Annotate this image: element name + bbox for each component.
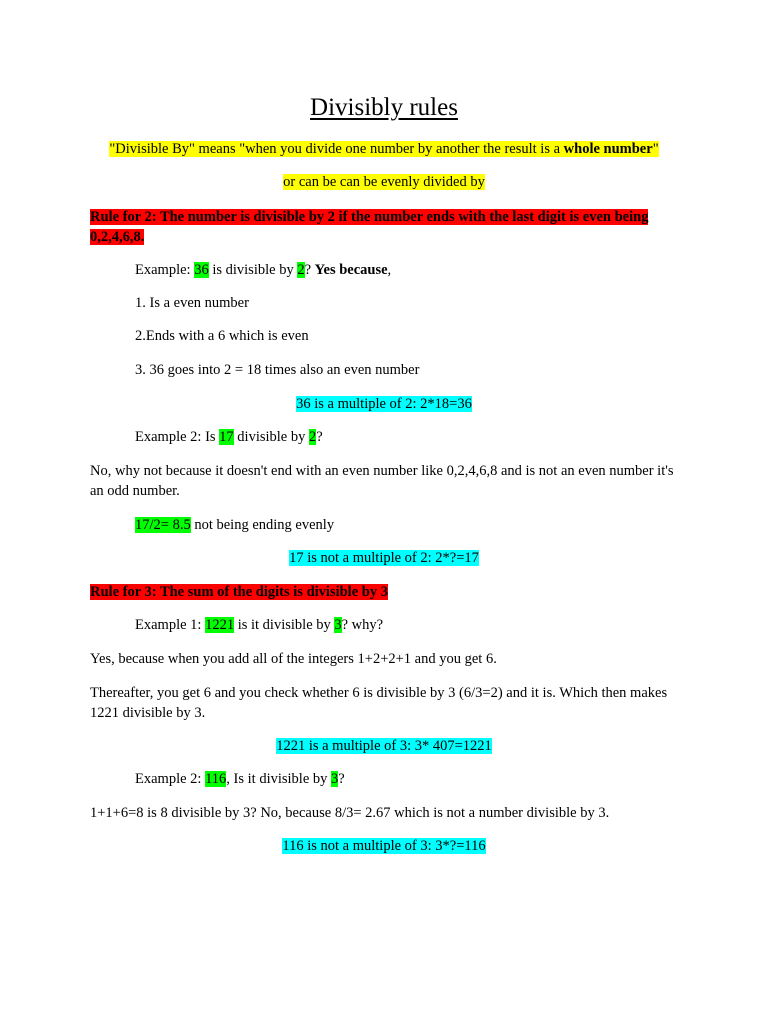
example-suffix: ? (338, 771, 345, 787)
example-1-rule-3 (135, 616, 383, 635)
definition-line (0, 140, 768, 159)
multiple-36-line (0, 395, 768, 414)
not-multiple-17-line (0, 549, 768, 568)
division-17-line (135, 516, 334, 535)
example-divisor: 3 (331, 771, 339, 787)
example-number: 1221 (205, 617, 235, 633)
example-text: is divisible by (208, 262, 298, 278)
not-multiple-17-text: 17 is not a multiple of 2: 2*?=17 (289, 550, 479, 566)
example-1-rule-2 (135, 261, 391, 280)
division-17-text: not being ending evenly (190, 517, 335, 533)
example-suffix: , (387, 262, 392, 278)
example-divisor: 3 (334, 617, 342, 633)
definition-highlight (109, 141, 658, 157)
reason-3: 3. 36 goes into 2 = 18 times also an even number (135, 362, 420, 378)
example-number: 17 (219, 429, 234, 445)
no-explanation-paragraph: No, why not because it doesn't end with an even number like 0,2,4,6,8 and is not an even number it's an odd number. (90, 463, 674, 499)
definition-bold: whole number (563, 141, 653, 157)
example-label: Example: (135, 262, 195, 278)
rule-2-text: Rule for 2: The number is divisible by 2 if the number ends with the last digit is even being 0,2,4,6,8. (90, 209, 649, 245)
rule-3-heading (90, 583, 388, 602)
example-suffix: ? why? (341, 617, 384, 633)
reason-1: 1. Is a even number (135, 295, 249, 311)
example-qmark: ? (304, 262, 315, 278)
example-number: 36 (194, 262, 209, 278)
division-17-highlight: 17/2= 8.5 (135, 517, 191, 533)
example-2-rule-2 (135, 428, 323, 447)
multiple-36-text: 36 is a multiple of 2: 2*18=36 (296, 396, 472, 412)
example-text: divisible by (233, 429, 309, 445)
definition-alt-text: or can be can be evenly divided by (283, 174, 485, 190)
sum-116-paragraph: 1+1+6=8 is 8 divisible by 3? No, because 8/3= 2.67 which is not a number divisible by 3. (90, 805, 610, 821)
multiple-1221-text: 1221 is a multiple of 3: 3* 407=1221 (276, 738, 492, 754)
thereafter-paragraph: Thereafter, you get 6 and you check whether 6 is divisible by 3 (6/3=2) and it is. Which then makes 1221 divisible by 3. (90, 685, 668, 721)
rule-3-text: Rule for 3: The sum of the digits is divisible by 3 (90, 584, 388, 600)
example-label: Example 2: Is (135, 429, 220, 445)
example-divisor: 2 (297, 262, 305, 278)
sum-paragraph: Yes, because when you add all of the integers 1+2+2+1 and you get 6. (90, 651, 497, 667)
example-divisor: 2 (309, 429, 317, 445)
example-suffix: ? (316, 429, 323, 445)
example-label: Example 2: (135, 771, 206, 787)
page-title: Divisibly rules (310, 94, 458, 121)
not-multiple-116-line (0, 837, 768, 856)
example-text: is it divisible by (234, 617, 335, 633)
example-text: , Is it divisible by (226, 771, 332, 787)
example-answer: Yes because (314, 262, 388, 278)
multiple-1221-line (0, 737, 768, 756)
example-number: 116 (205, 771, 227, 787)
rule-2-heading (90, 207, 672, 247)
definition-text: "Divisible By" means "when you divide one number by another the result is a (109, 141, 564, 157)
not-multiple-116-text: 116 is not a multiple of 3: 3*?=116 (282, 838, 486, 854)
definition-alt-line (0, 173, 768, 192)
example-2-rule-3 (135, 770, 345, 789)
reason-2: 2.Ends with a 6 which is even (135, 328, 309, 344)
example-label: Example 1: (135, 617, 206, 633)
definition-text-end: " (652, 141, 659, 157)
